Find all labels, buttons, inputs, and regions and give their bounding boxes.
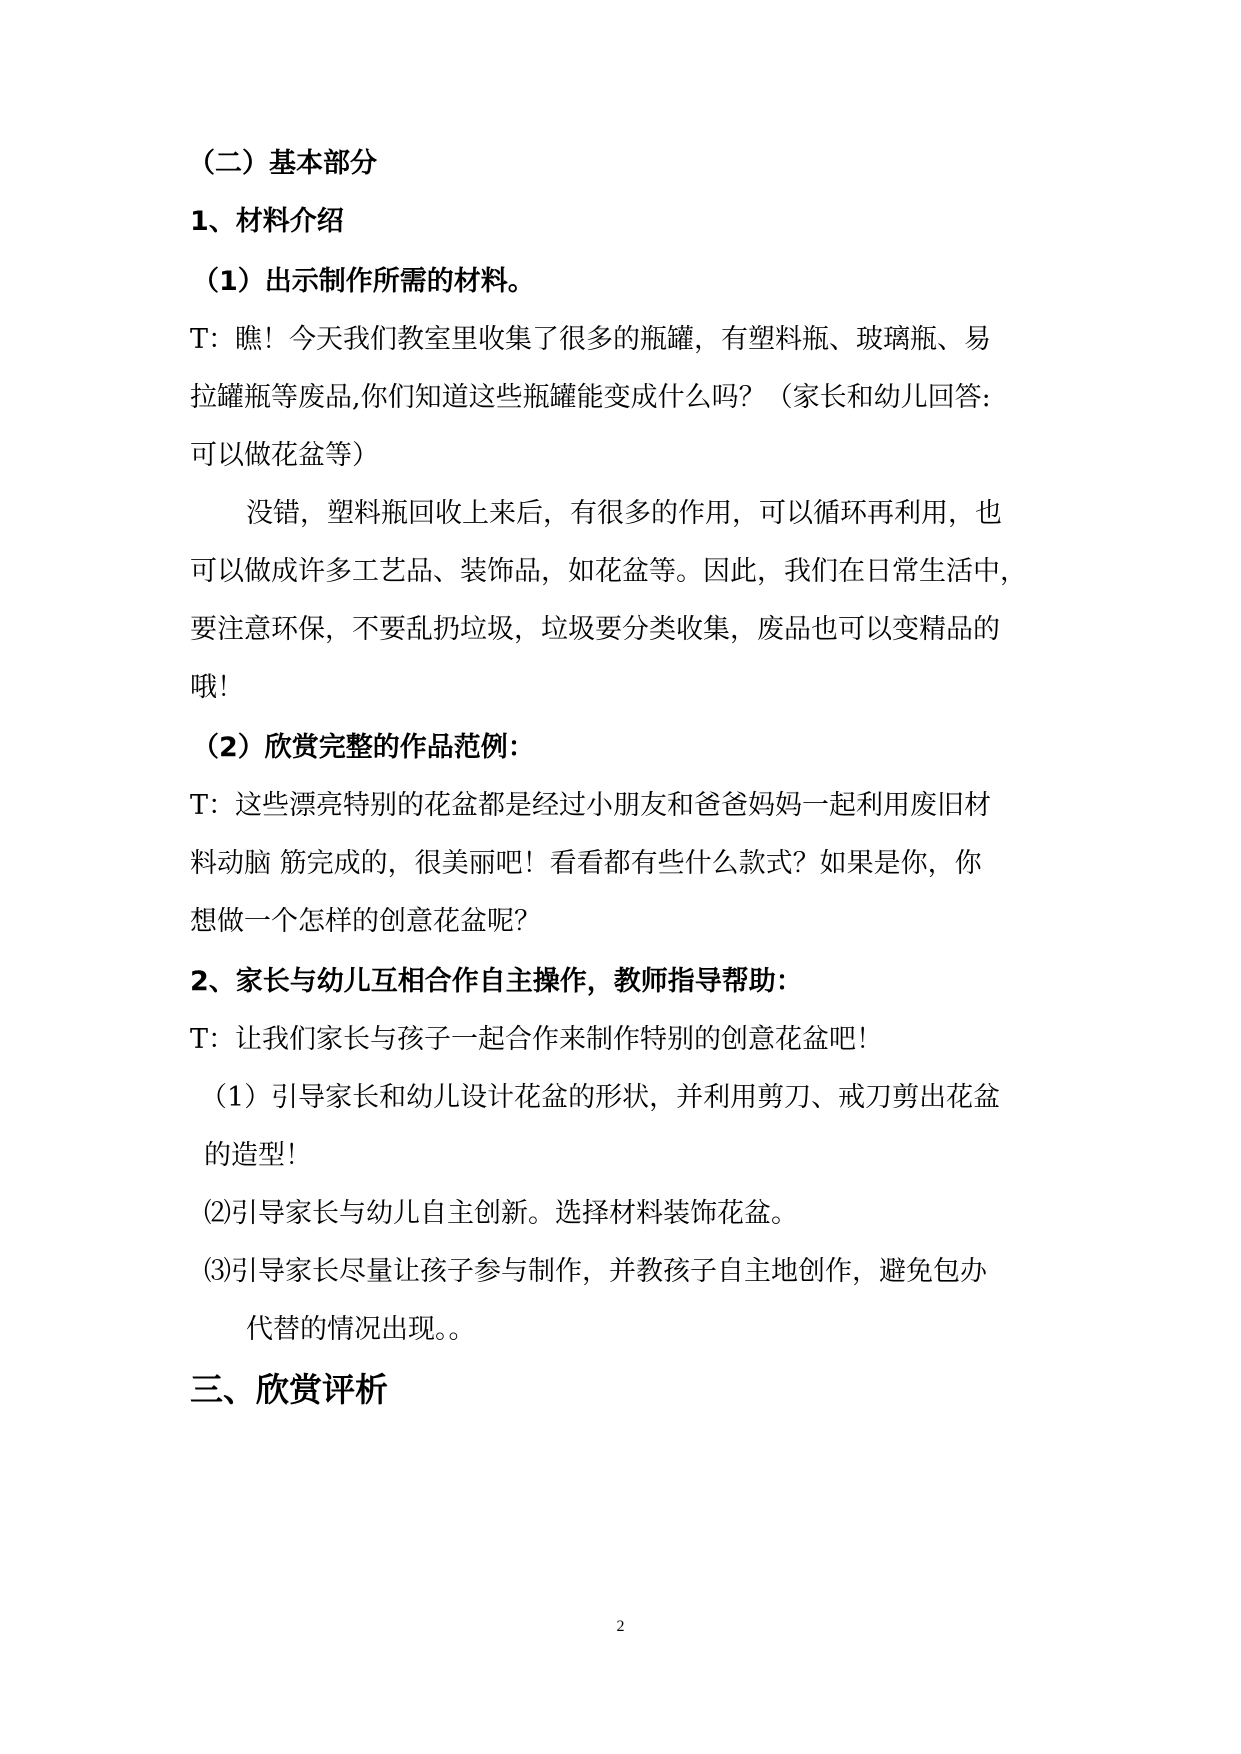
para4: T：让我们家长与孩子一起合作来制作特别的创意花盆吧！: [190, 1024, 884, 1055]
para2-line3: 要注意环保，不要乱扔垃圾，垃圾要分类收集，废品也可以变精品的: [190, 614, 1000, 645]
guide3-line1: ⑶引导家长尽量让孩子参与制作，并教孩子自主地创作，避免包办: [204, 1256, 987, 1287]
page-number: 2: [616, 1618, 625, 1635]
heading-section3: 三、欣赏评析: [190, 1370, 388, 1409]
para3-line3: 想做一个怎样的创意花盆呢？: [190, 906, 541, 937]
guide1-line1: （1）引导家长和幼儿设计花盆的形状，并利用剪刀、戒刀剪出花盆: [200, 1082, 1001, 1113]
step1-title: （1）出示制作所需的材料。: [192, 266, 535, 297]
guide1-line2: 的造型！: [204, 1140, 312, 1171]
para3-line1: T：这些漂亮特别的花盆都是经过小朋友和爸爸妈妈一起利用废旧材: [190, 790, 992, 821]
guide2: ⑵引导家长与幼儿自主创新。选择材料装饰花盆。: [204, 1198, 798, 1229]
para2-line2: 可以做成许多工艺品、装饰品，如花盆等。因此，我们在日常生活中，: [190, 556, 1027, 587]
para2-line1: 没错，塑料瓶回收上来后，有很多的作用，可以循环再利用，也: [246, 498, 1002, 529]
para1-line2: 拉罐瓶等废品,你们知道这些瓶罐能变成什么吗？（家长和幼儿回答:: [190, 382, 991, 413]
step2-title: （2）欣赏完整的作品范例：: [192, 732, 535, 763]
para1-line3: 可以做花盆等）: [190, 440, 379, 471]
para1-line1: T：瞧！今天我们教室里收集了很多的瓶罐，有塑料瓶、玻璃瓶、易: [190, 324, 992, 355]
para3-line2: 料动脑 筋完成的，很美丽吧！看看都有些什么款式？如果是你，你: [190, 848, 982, 879]
heading-basic-part: （二）基本部分: [188, 148, 377, 179]
guide3-line2: 代替的情况出现。。: [246, 1314, 476, 1345]
heading-materials-intro: 1、材料介绍: [190, 206, 344, 237]
heading-cooperate: 2、家长与幼儿互相合作自主操作，教师指导帮助：: [190, 966, 803, 997]
para2-line4: 哦！: [190, 672, 244, 703]
